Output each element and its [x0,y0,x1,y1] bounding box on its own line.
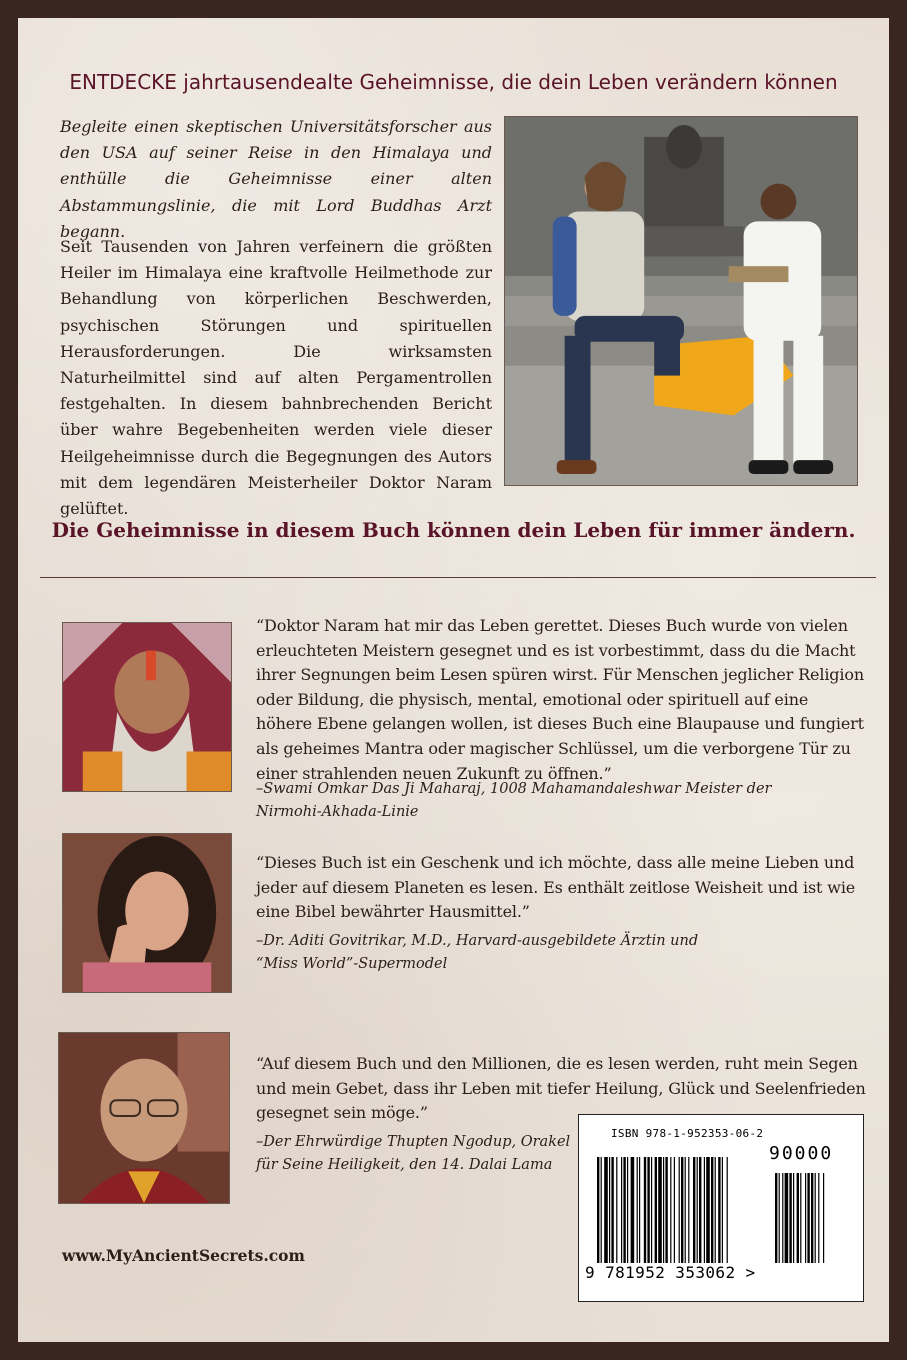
tagline: Die Geheimnisse in diesem Buch können dein Leben für immer ändern. [51,518,856,542]
barcode-addon-bar [793,1173,794,1263]
barcode-bar [665,1157,667,1263]
barcode-bar [693,1157,695,1263]
isbn-barcode [578,1114,864,1302]
testimonial-attribution-1b: Nirmohi-Akhada-Linie [256,804,419,820]
testimonial-attribution-3b: für Seine Heiligkeit, den 14. Dalai Lama [256,1157,553,1173]
testimonial-quote-3: “Auf diesem Buch und den Millionen, die es lesen werden, ruht mein Segen und mein Gebet, dass ihr Leben mit tiefer Heilung, Glück und Seelenfrieden gesegnet sein möge.” [256,1054,866,1123]
barcode-addon-bar [775,1173,777,1263]
barcode-bar [604,1157,608,1263]
thupten-portrait [58,1032,230,1204]
website-link[interactable]: www.MyAncientSecrets.com [62,1246,305,1265]
barcode-bar [647,1157,649,1263]
barcode-addon-bar [807,1173,809,1263]
barcode-bar [644,1157,646,1263]
barcode-bar [685,1157,686,1263]
headline: ENTDECKE jahrtausendealte Geheimnisse, die dein Leben verändern können [69,70,838,94]
barcode-addon-bar [815,1173,816,1263]
barcode-addon-bar [782,1173,783,1263]
barcode-bar [706,1157,710,1263]
testimonial-attribution-1a: –Swami Omkar Das Ji Maharaj, 1008 Mahamandaleshwar Meister der [256,781,772,797]
isbn-label: ISBN 978-1-952353-06-2 [611,1127,764,1140]
barcode-bar [704,1157,705,1263]
divider [40,577,876,578]
barcode-bar [655,1157,657,1263]
barcode-bar [722,1157,723,1263]
barcode-bar [674,1157,675,1263]
barcode-bar [616,1157,617,1263]
barcode-bar [718,1157,720,1263]
barcode-bar [663,1157,664,1263]
testimonial-attribution-2b: “Miss World”-Supermodel [256,956,448,972]
barcode-bar [627,1157,628,1263]
barcode-addon-bar [779,1173,780,1263]
barcode-bar [639,1157,640,1263]
author-with-doctor-photo [504,116,858,486]
testimonial-quote-2: “Dieses Buch ist ein Geschenk und ich möchte, dass alle meine Lieben und jeder auf diesem Planeten es lesen. Es enthält zeitlose Weisheit und ist wie eine Bibel bewährter Hausmittel.” [256,853,856,922]
barcode-bar [597,1157,599,1263]
barcode-bar [611,1157,613,1263]
aditi-portrait [62,833,232,993]
barcode-addon-bar [823,1173,824,1263]
barcode-bar [697,1157,698,1263]
testimonial-quote-1: “Doktor Naram hat mir das Leben gerettet. Dieses Buch wurde von vielen erleuchteten Meistern gesegnet und es ist vorbestimmt, dass du die Macht ihrer Segnungen beim Lesen spüren wirst. Für Menschen jeglicher Religion oder Bildung, die physisch, mental, emotional oder spirituell auf eine höhere Ebene gelangen wollen, ist dieses Buch eine Blaupause und fungiert als geheimes Mantra oder magischer Schlüssel, um die verborgene Tür zu einer strahlenden neuen Zukunft zu öffnen.” [256,616,865,783]
barcode-addon-bar [785,1173,789,1263]
barcode-bar [658,1157,662,1263]
barcode-bar [637,1157,638,1263]
testimonial-attribution-2a: –Dr. Aditi Govitrikar, M.D., Harvard-ausgebildete Ärztin und [256,933,699,949]
barcode-bar [681,1157,683,1263]
barcode-bar [715,1157,716,1263]
testimonial-attribution-3a: –Der Ehrwürdige Thupten Ngodup, Orakel [256,1134,571,1150]
barcode-bar [609,1157,610,1263]
barcode-addon-bar [818,1173,819,1263]
barcode-bar [601,1157,602,1263]
barcode-addon-bar [805,1173,806,1263]
barcode-addon-bar [811,1173,813,1263]
barcode-bars [597,1145,853,1263]
barcode-bar [621,1157,622,1263]
swami-portrait [62,622,232,792]
body-paragraph: Seit Tausenden von Jahren verfeinern die größten Heiler im Himalaya eine kraftvolle Heilmethode zur Behandlung von körperlichen Beschwerden, psychischen Störungen und spirituellen Herausforderungen. Die wirksamsten Naturheilmittel sind auf alten Pergamentrollen festgehalten. In diesem bahnbrechenden Bericht über wahre Begebenheiten werden viele dieser Heilgeheimnisse durch die Begegnungen des Autors mit dem legendären Meisterheiler Doktor Naram gelüftet. [60,237,492,519]
barcode-bar [623,1157,625,1263]
barcode-bar [688,1157,689,1263]
barcode-bar [679,1157,680,1263]
price-code: 90000 [769,1143,834,1164]
barcode-addon-bar [797,1173,799,1263]
barcode-bar [670,1157,671,1263]
isbn-digits: 9 781952 353062 > [585,1263,756,1282]
barcode-addon-bar [800,1173,801,1263]
barcode-bar [727,1157,728,1263]
barcode-bar [711,1157,713,1263]
intro-paragraph: Begleite einen skeptischen Universitätsforscher aus den USA auf seiner Reise in den Himalaya und enthülle die Geheimnisse einer alten Abstammungslinie, die mit Lord Buddhas Arzt begann. [60,117,492,241]
barcode-bar [651,1157,652,1263]
barcode-bar [631,1157,635,1263]
barcode-bar [699,1157,701,1263]
barcode-addon-bar [789,1173,791,1263]
back-cover [18,18,889,1342]
